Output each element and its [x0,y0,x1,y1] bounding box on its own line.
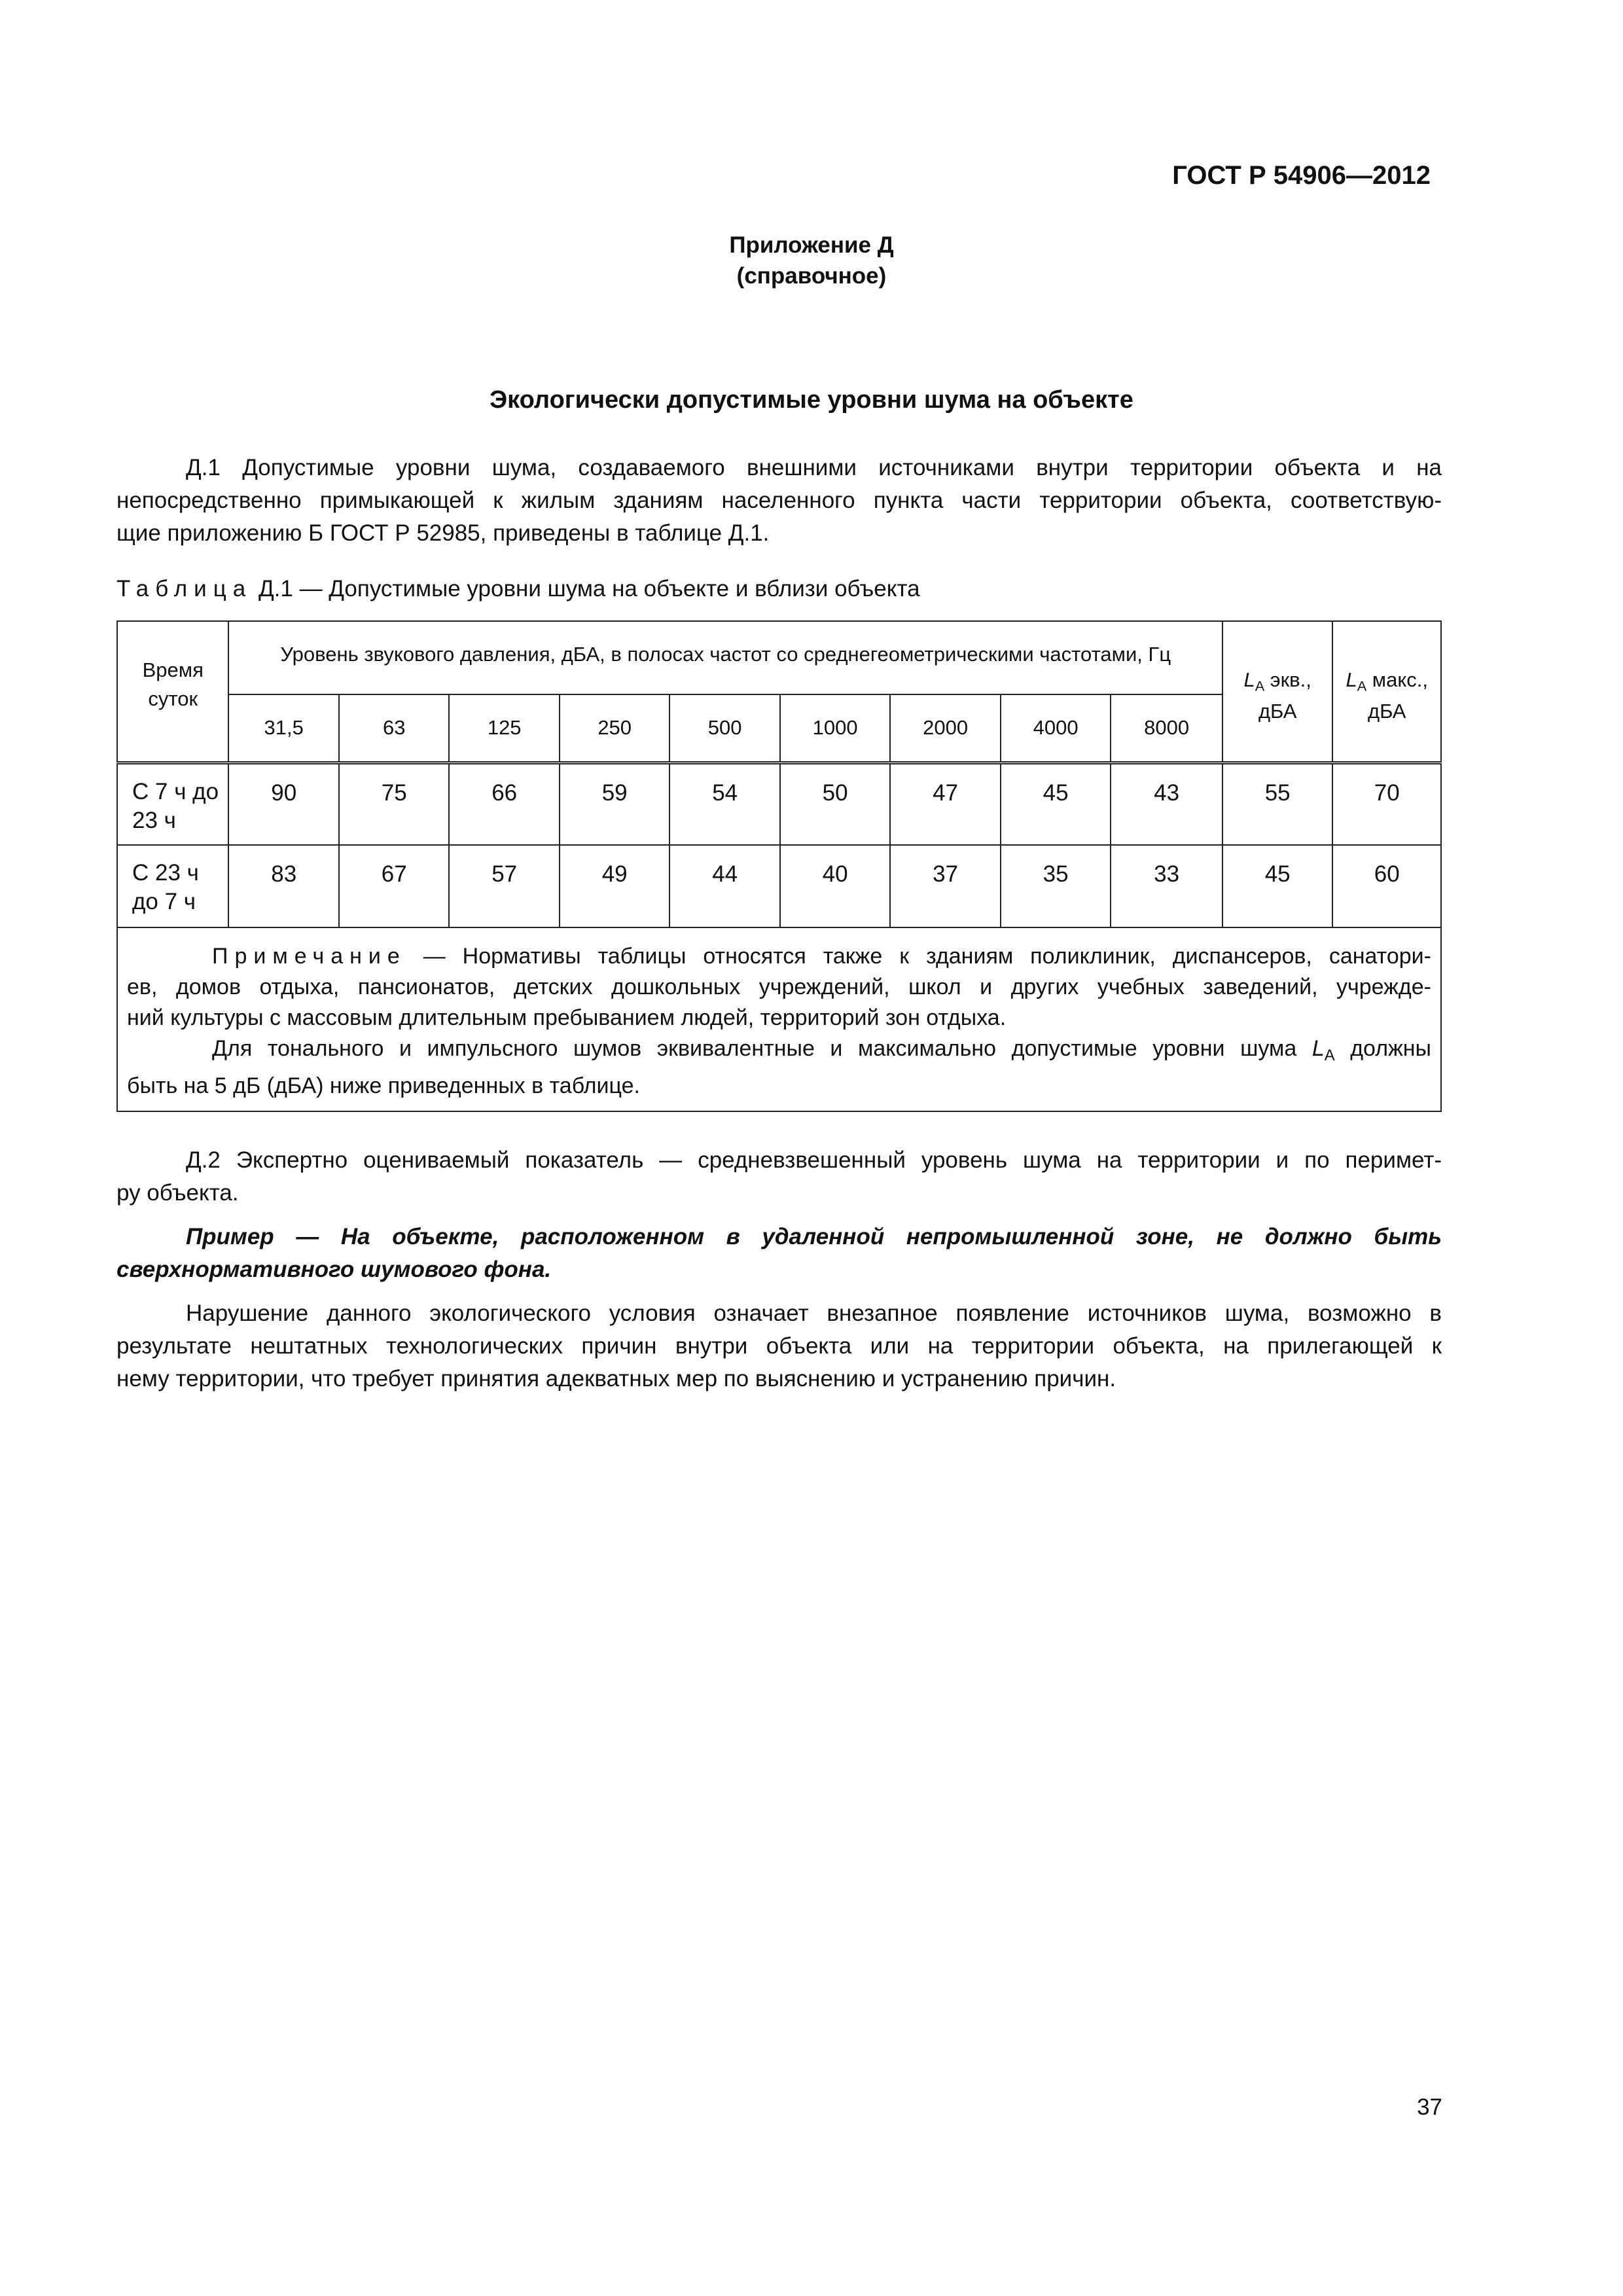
value-cell: 50 [780,762,890,845]
value-cell: 75 [339,762,449,845]
frequency-header: 4000 [1001,694,1111,762]
frequency-header: 125 [449,694,559,762]
frequency-header: 250 [560,694,669,762]
note-line: ев, домов отдыха, пансионатов, детских дошкольных учреждений, школ и других учебных заведений, учрежде- [127,975,1431,999]
paragraph-line: Пример — На объекте, расположенном в удаленной непромышленной зоне, не должно быть [186,1224,1442,1249]
paragraph-line: щие приложению Б ГОСТ Р 52985, приведены в таблице Д.1. [116,520,770,546]
table-caption-label: Таблица [116,576,253,601]
lmax-header: $L_A$ макс., дБА [1332,621,1441,762]
frequency-header: 8000 [1111,694,1222,762]
frequency-header: 63 [339,694,449,762]
note-line: быть на 5 дБ (дБА) ниже приведенных в таблице. [127,1073,640,1099]
value-cell: 45 [1222,845,1332,927]
paragraph-d1 [116,452,1442,550]
standard-code: ГОСТ Р 54906—2012 [1172,161,1431,190]
note-line: ний культуры с массовым длительным пребыванием людей, территорий зон отдыха. [127,1005,1007,1030]
note-line: Примечание — Нормативы таблицы относятся также к зданиям поликлиник, диспансеров, санатори- [212,944,1431,969]
paragraph-line: Нарушение данного экологического условия означает внезапное появление источников шума, возможно в [186,1300,1442,1326]
paragraph-line: сверхнормативного шумового фона. [116,1257,552,1282]
paragraph-line: ру объекта. [116,1180,239,1206]
page-number: 37 [1417,2094,1442,2120]
paragraph-line: нему территории, что требует принятия адекватных мер по выяснению и устранению причин. [116,1366,1116,1391]
value-cell: 54 [669,762,779,845]
section-title: Экологически допустимые уровни шума на объекте [490,386,1133,414]
paragraph-line: результате нештатных технологических причин внутри объекта или на территории объекта, на прилегающей к [116,1333,1442,1359]
value-cell: 35 [1001,845,1111,927]
value-cell: 70 [1332,762,1441,845]
time-cell: С 7 ч до 23 ч [117,762,228,845]
value-cell: 49 [560,845,669,927]
note-label: Примечание [212,944,406,969]
appendix-title: Приложение Д [729,232,894,258]
value-cell: 59 [560,762,669,845]
value-cell: 83 [228,845,338,927]
table-caption [116,576,920,602]
paragraph-line: Д.2 Экспертно оцениваемый показатель — средневзвешенный уровень шума на территории и по перимет- [186,1147,1442,1173]
table-row [117,845,1441,927]
value-cell: 40 [780,845,890,927]
frequency-header: 1000 [780,694,890,762]
leq-header: $L_A$ экв., дБА [1222,621,1332,762]
value-cell: 33 [1111,845,1222,927]
value-cell: 90 [228,762,338,845]
note-line: Для тонального и импульсного шумов эквивалентные и максимально допустимые уровни шума $L_A$ должны [212,1036,1431,1065]
value-cell: 67 [339,845,449,927]
value-cell: 47 [890,762,1000,845]
value-cell: 57 [449,845,559,927]
value-cell: 60 [1332,845,1441,927]
band-header: Уровень звукового давления, дБА, в полосах частот со среднегеометрическими частотами, Гц [228,621,1222,694]
time-cell: С 23 ч до 7 ч [117,845,228,927]
value-cell: 66 [449,762,559,845]
paragraph-d2 [116,1144,1442,1210]
table-row [117,762,1441,845]
frequency-header: 2000 [890,694,1000,762]
value-cell: 55 [1222,762,1332,845]
noise-levels-table [116,620,1442,1112]
example-paragraph [116,1221,1442,1286]
paragraph-line: Д.1 Допустимые уровни шума, создаваемого внешними источниками внутри территории объекта и на [186,455,1442,480]
time-header: Время суток [117,621,228,762]
frequency-header: 31,5 [228,694,338,762]
value-cell: 43 [1111,762,1222,845]
table-note [117,927,1441,1111]
frequency-header: 500 [669,694,779,762]
value-cell: 45 [1001,762,1111,845]
value-cell: 37 [890,845,1000,927]
note-row [117,927,1441,1111]
value-cell: 44 [669,845,779,927]
paragraph-violation [116,1297,1442,1395]
table-caption-text: Д.1 — Допустимые уровни шума на объекте и вблизи объекта [252,576,920,601]
appendix-type: (справочное) [736,263,887,289]
paragraph-line: непосредственно примыкающей к жилым зданиям населенного пункта части территории объекта, соответствую- [116,488,1442,513]
